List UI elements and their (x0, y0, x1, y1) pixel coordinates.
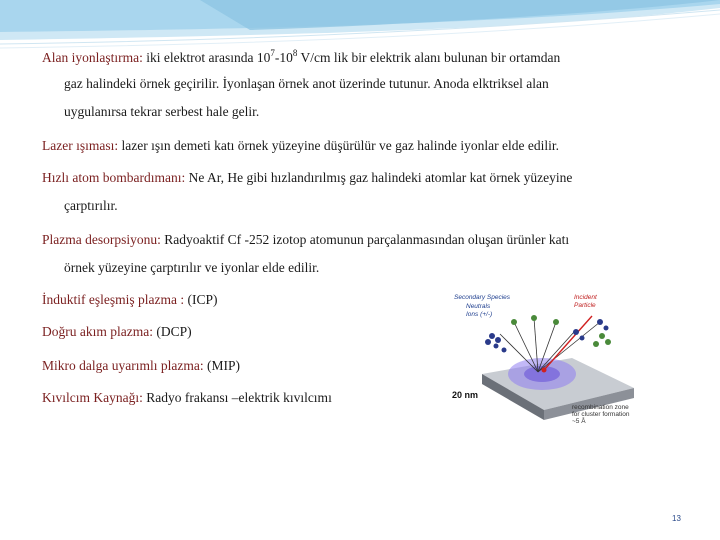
desorption-diagram (452, 292, 642, 430)
label-scale: 20 nm (452, 390, 479, 400)
term-fab: Hızlı atom bombardımanı: (42, 170, 186, 185)
paragraph-field-ionization (42, 48, 560, 66)
field-ionization-post: V/cm lik bir elektrik alanı bulunan bir ortamdan (297, 50, 561, 65)
label-recombination-2: for cluster formation (572, 411, 630, 418)
paragraph-dcp (42, 324, 192, 340)
paragraph-plasma-desorption (42, 232, 569, 248)
term-laser: Lazer ışıması: (42, 138, 119, 153)
laser-text: lazer ışın demeti katı örnek yüzeyine düşürülür ve gaz halinde iyonlar elde edilir. (118, 138, 559, 153)
label-recombination-1: recombination zone (572, 404, 629, 411)
mip-text: (MIP) (203, 358, 240, 373)
paragraph-mip (42, 358, 240, 374)
label-particle: Particle (574, 302, 596, 309)
page-number: 13 (672, 514, 681, 523)
icp-text: (ICP) (184, 292, 218, 307)
field-ionization-mid: -10 (274, 50, 293, 65)
label-recombination-3: ~5 Å (572, 418, 586, 425)
term-icp: İnduktif eşleşmiş plazma : (42, 292, 185, 307)
fab-text: Ne Ar, He gibi hızlandırılmış gaz halindeki atomlar kat örnek yüzeyine (185, 170, 573, 185)
field-ionization-text: iki elektrot arasında 10 (142, 50, 271, 65)
paragraph-fab (42, 170, 572, 186)
label-neutrals: Neutrals (466, 303, 491, 310)
term-field-ionization: Alan iyonlaştırma: (42, 50, 143, 65)
paragraph-spark (42, 390, 332, 406)
exponent-8: 8 (292, 48, 298, 58)
paragraph-fab-line2: çarptırılır. (64, 198, 118, 213)
term-spark: Kıvılcım Kaynağı: (42, 390, 143, 405)
term-mip: Mikro dalga uyarımlı plazma: (42, 358, 204, 373)
paragraph-laser (42, 138, 559, 154)
spark-text: Radyo frakansı –elektrik kıvılcımı (142, 390, 332, 405)
paragraph-field-ionization-line3: uygulanırsa tekrar serbest hale gelir. (64, 104, 260, 119)
dcp-text: (DCP) (152, 324, 192, 339)
label-secondary-species: Secondary Species (454, 294, 511, 301)
exponent-7: 7 (270, 48, 275, 58)
term-plasma-desorption: Plazma desorpsiyonu: (42, 232, 161, 247)
label-incident: Incident (574, 294, 597, 301)
paragraph-icp (42, 292, 217, 308)
paragraph-plasma-desorption-line2: örnek yüzeyine çarptırılır ve iyonlar elde edilir. (64, 260, 320, 275)
plasma-desorption-text: Radyoaktif Cf -252 izotop atomunun parçalanmasından oluşan ürünler katı (160, 232, 570, 247)
label-ions: Ions (+/-) (466, 311, 493, 318)
term-dcp: Doğru akım plazma: (42, 324, 153, 339)
paragraph-field-ionization-line2: gaz halindeki örnek geçirilir. İyonlaşan örnek anot üzerinde tutunur. Anoda elktriksel alan (64, 76, 549, 91)
